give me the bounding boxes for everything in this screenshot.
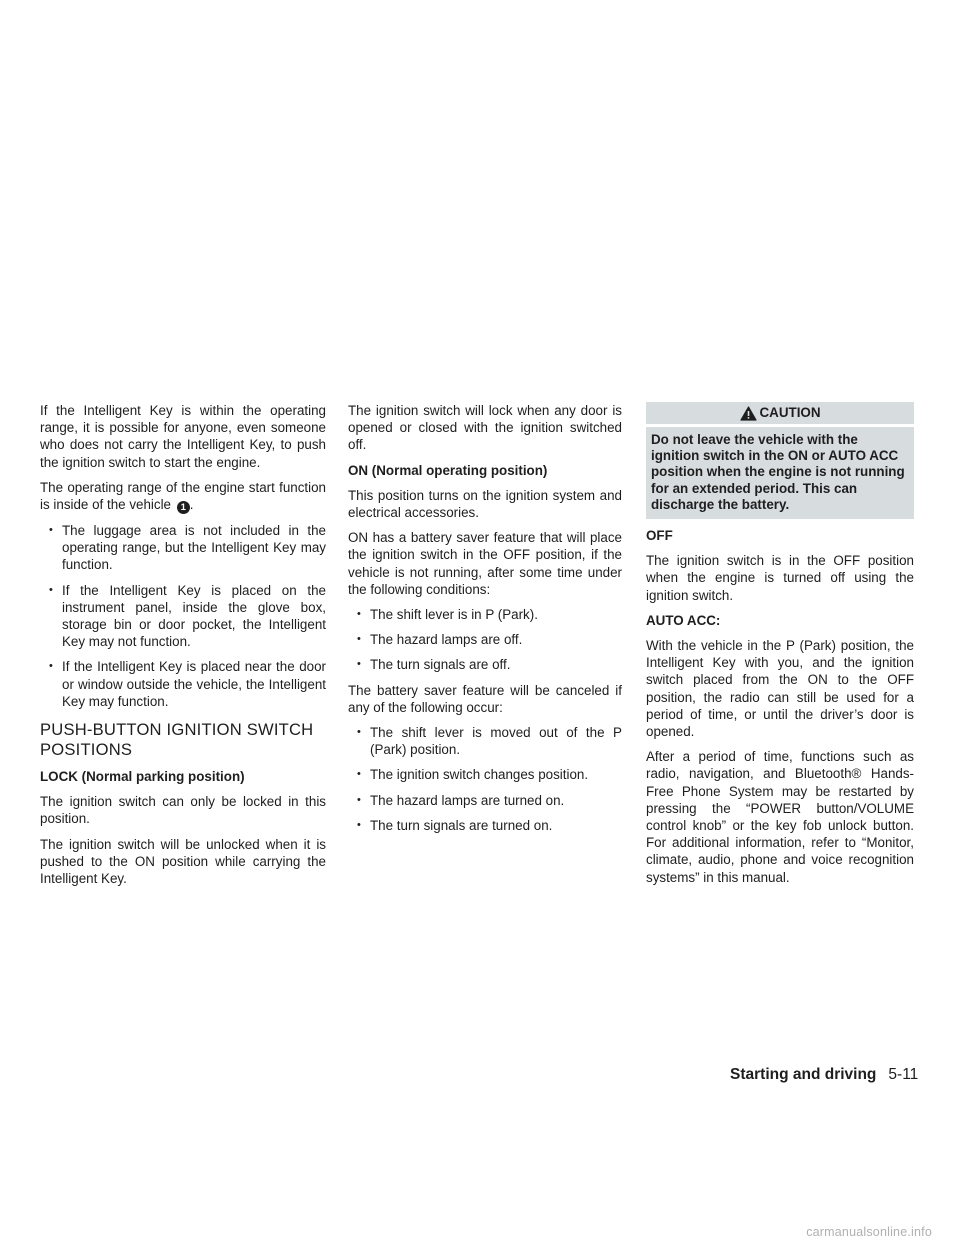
list-item: • The turn signals are turned on. [348, 817, 622, 834]
operating-range-list [40, 522, 326, 710]
battery-saver-conditions-list [348, 606, 622, 674]
battery-saver-cancel-list [348, 724, 622, 834]
lock-paragraph-2: The ignition switch will be unlocked when it is pushed to the ON position while carrying the Intelligent Key. [40, 836, 326, 887]
auto-acc-heading: AUTO ACC: [646, 612, 721, 628]
operating-range-text: The operating range of the engine start function is inside of the vehicle [40, 479, 326, 513]
watermark: carmanualsonline.info [806, 1225, 932, 1239]
auto-acc-paragraph-2: After a period of time, functions such as radio, navigation, and Bluetooth® Hands-Free Phone System may be restarted by pressing the “POWER button/VOLUME control knob” or the key fob unlock button. For additional information, refer to “Monitor, climate, audio, phone and voice recognition systems” in this manual. [646, 749, 914, 885]
lock-door-paragraph: The ignition switch will lock when any door is opened or closed with the ignition switched off. [348, 403, 622, 453]
battery-saver-cancel-paragraph: The battery saver feature will be canceled if any of the following occur: [348, 682, 622, 715]
warning-triangle-icon [740, 406, 757, 421]
list-item: • The shift lever is moved out of the P (Park) position. [348, 724, 622, 758]
lock-paragraph-1: The ignition switch can only be locked in this position. [40, 794, 326, 827]
on-paragraph-2: ON has a battery saver feature that will place the ignition switch in the OFF position, if the vehicle is not running, after some time under the following conditions: [348, 530, 622, 597]
column-1 [40, 402, 326, 895]
intro-paragraph: If the Intelligent Key is within the operating range, it is possible for anyone, even someone who does not carry the Intelligent Key, to push the ignition switch to start the engine. [40, 403, 326, 470]
callout-1-icon: 1 [177, 501, 190, 514]
list-item: • The luggage area is not included in the operating range, but the Intelligent Key may function. [40, 522, 326, 574]
operating-range-end: . [189, 497, 194, 513]
page-number: 5-11 [888, 1066, 919, 1083]
off-heading: OFF [646, 528, 673, 544]
caution-title: CAUTION [759, 405, 821, 421]
lock-heading: LOCK (Normal parking position) [40, 769, 245, 785]
column-2 [348, 402, 622, 842]
list-item: • The turn signals are off. [348, 656, 622, 673]
off-paragraph: The ignition switch is in the OFF position when the engine is turned off using the ignition switch. [646, 553, 914, 603]
auto-acc-paragraph-1: With the vehicle in the P (Park) position, the Intelligent Key with you, and the ignition switch placed from the ON to the OFF position, the radio can still be used for a period of time, or until the driver’s door is opened. [646, 638, 914, 740]
list-item: • The shift lever is in P (Park). [348, 606, 622, 623]
list-item: • If the Intelligent Key is placed near the door or window outside the vehicle, the Intelligent Key may function. [40, 658, 326, 710]
on-heading: ON (Normal operating position) [348, 462, 548, 478]
page-footer [730, 1066, 918, 1084]
on-paragraph-1: This position turns on the ignition system and electrical accessories. [348, 487, 622, 521]
caution-box [646, 402, 914, 519]
list-item: • If the Intelligent Key is placed on the instrument panel, inside the glove box, storage bin or door pocket, the Intelligent Key may not function. [40, 582, 326, 651]
operating-range-paragraph [40, 479, 326, 514]
caution-header [646, 402, 914, 424]
caution-text: Do not leave the vehicle with the ignition switch in the ON or AUTO ACC position when the engine is not running for an extended period. This can discharge the battery. [646, 427, 914, 519]
section-title: PUSH-BUTTON IGNITION SWITCH POSITIONS [40, 720, 314, 760]
list-item: • The hazard lamps are off. [348, 631, 622, 648]
column-3 [646, 402, 914, 894]
footer-section-title: Starting and driving [730, 1066, 877, 1083]
list-item: • The ignition switch changes position. [348, 766, 622, 783]
list-item: • The hazard lamps are turned on. [348, 792, 622, 809]
